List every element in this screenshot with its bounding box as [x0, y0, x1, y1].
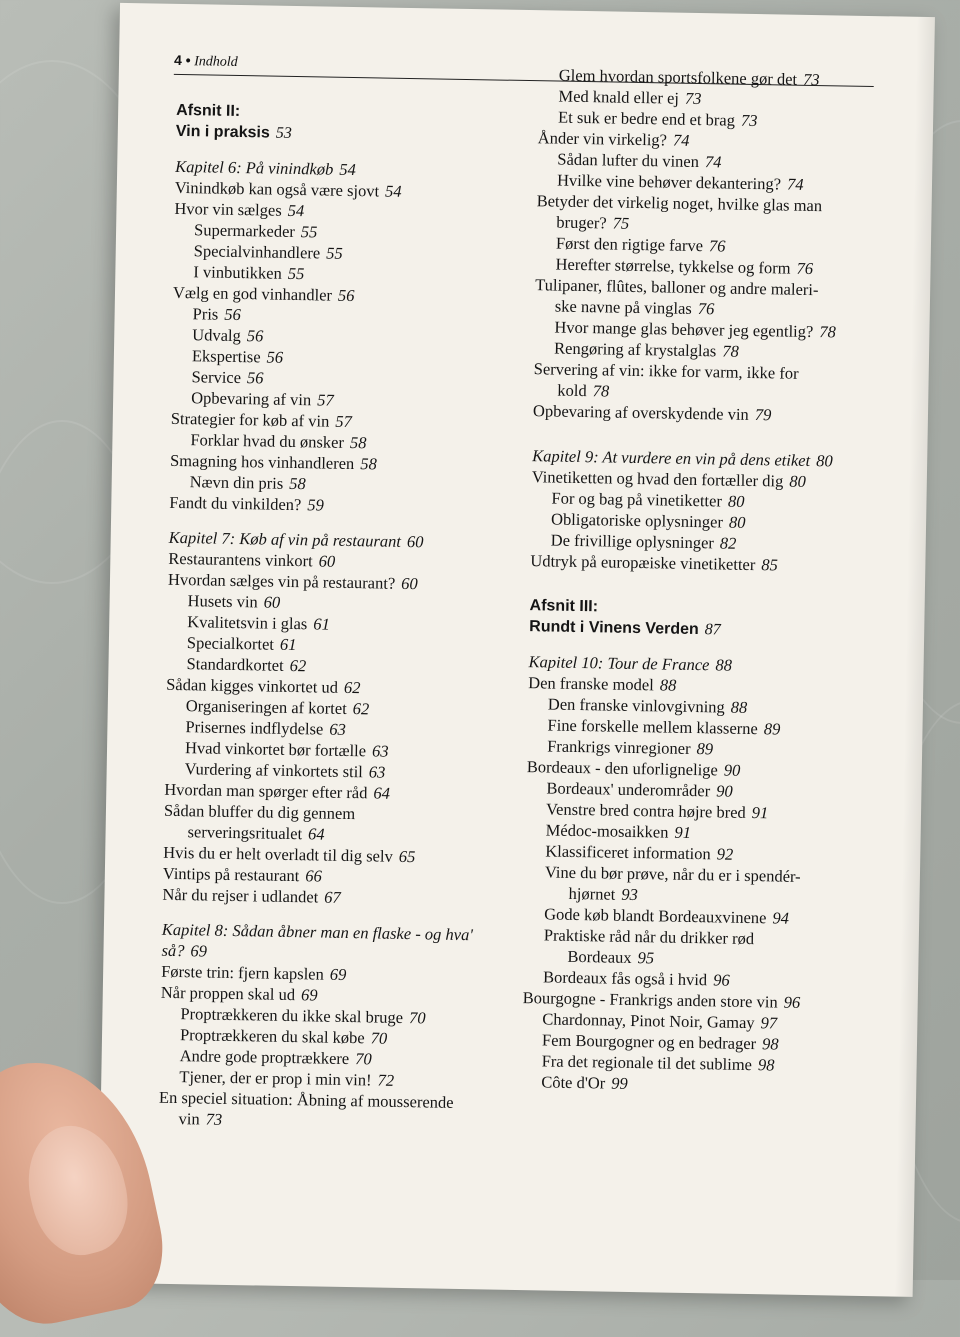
toc-subentry: Hvad vinkortet bør fortælle 63	[184, 738, 389, 761]
toc-subentry: Pris 56	[192, 304, 241, 325]
toc-entry: Fandt du vinkilden? 59	[169, 492, 324, 515]
toc-subentry: Opbevaring af vin 57	[191, 388, 334, 410]
toc-subentry: Klassificeret information 92	[545, 841, 734, 864]
toc-subentry: For og bag på vinetiketter 80	[551, 488, 745, 511]
toc-subentry: Først den rigtige farve 76	[555, 233, 726, 256]
toc-subentry: Den franske vinlovgivning 88	[547, 694, 748, 717]
toc-subentry: Tjener, der er prop i min vin! 72	[179, 1067, 395, 1090]
chapter-page: 60	[406, 531, 424, 552]
chapter-title: Kapitel 7: Køb af vin på restaurant	[168, 527, 402, 551]
chapter-title-continuation: så?	[161, 940, 185, 961]
toc-entry: Sådan kigges vinkortet ud 62	[166, 674, 361, 698]
toc-entry: Hvor vin sælges 54	[174, 198, 305, 221]
chapter-heading	[161, 919, 507, 967]
toc-subentry: Vurdering af vinkortets stil 63	[184, 759, 386, 782]
toc-entry: Betyder det virkelig noget, hvilke glas man	[536, 191, 823, 216]
toc-entry-continuation: Bordeaux 95	[567, 946, 655, 968]
toc-subentry: Et suk er bedre end et brag 73	[557, 107, 758, 131]
toc-entry-continuation: vin 73	[178, 1109, 223, 1129]
toc-entry-continuation: hjørnet 93	[568, 883, 638, 905]
toc-subentry: Specialkortet 61	[186, 633, 297, 655]
toc-subentry: Prisernes indflydelse 63	[185, 717, 347, 739]
toc-subentry: Gode køb blandt Bordeauxvinene 94	[544, 904, 790, 928]
toc-subentry: Udvalg 56	[192, 325, 264, 346]
toc-entry-continuation: ske navne på vinglas 76	[554, 296, 715, 319]
toc-subentry: Service 56	[191, 367, 264, 388]
toc-entry: Udtryk på europæiske vinetiketter 85	[530, 551, 779, 575]
toc-right-column	[521, 64, 899, 1098]
toc-entry: Hvis du er helt overladt til dig selv 65	[163, 842, 416, 867]
toc-list	[533, 64, 899, 427]
toc-subentry: Ekspertise 56	[191, 346, 284, 367]
toc-subentry: Proptrækkeren du ikke skal bruge 70	[180, 1004, 426, 1028]
toc-entry: Første trin: fjern kapslen 69	[161, 961, 347, 984]
toc-subentry: Kvalitetsvin i glas 61	[187, 612, 330, 634]
toc-entry: Opbevaring af overskydende vin 79	[532, 401, 772, 425]
chapter-page: 69	[190, 941, 208, 961]
chapter-title: Kapitel 8: Sådan åbner man en flaske - og hva'	[161, 919, 474, 945]
section-label: Afsnit III:	[529, 597, 599, 616]
toc-list	[521, 672, 888, 1098]
toc-entry: Når du rejser i udlandet 67	[162, 884, 341, 907]
toc-entry: Strategier for køb af vin 57	[170, 408, 352, 431]
toc-entry: Vælg en god vinhandler 56	[172, 282, 355, 306]
section-heading	[176, 100, 522, 148]
section-title: Vin i praksis	[175, 122, 270, 142]
toc-subentry: Rengøring af krystalglas 78	[553, 338, 739, 361]
toc-entry: Vinetiketten og hvad den fortæller dig 80	[531, 467, 806, 491]
toc-entry-continuation: serveringsritualet 64	[187, 822, 325, 844]
toc-entry: Servering af vin: ikke for varm, ikke for	[533, 359, 799, 383]
toc-subentry: Praktiske råd når du drikker rød	[543, 925, 755, 949]
toc-subentry: Herefter størrelse, tykkelse og form 76	[555, 254, 814, 279]
toc-subentry: Chardonnay, Pinot Noir, Gamay 97	[542, 1009, 778, 1033]
section-title: Rundt i Vinens Verden	[529, 618, 699, 639]
section-label: Afsnit II:	[176, 101, 241, 120]
toc-list	[169, 177, 520, 519]
toc-entry: En speciel situation: Åbning af mousserende	[158, 1087, 454, 1112]
toc-entry: Tulipaner, flûtes, balloner og andre maleri-	[535, 275, 819, 300]
header-title: Indhold	[193, 54, 238, 70]
toc-entry: Ånder vin virkelig? 74	[537, 128, 690, 150]
toc-subentry: Supermarkeder 55	[193, 220, 318, 242]
toc-entry: Når proppen skal ud 69	[160, 982, 318, 1005]
chapter-page: 80	[815, 451, 833, 471]
toc-subentry: Proptrækkeren du skal købe 70	[179, 1025, 388, 1048]
toc-subentry: Médoc-mosaikken 91	[545, 820, 692, 842]
toc-subentry: Med knald eller ej 73	[558, 86, 702, 109]
toc-subentry: Nævn din pris 58	[189, 472, 306, 494]
toc-subentry: Bordeaux' underområder 90	[546, 778, 733, 801]
chapter-title: Kapitel 9: At vurdere en vin på dens etiket	[532, 446, 811, 471]
toc-subentry: Hvilke vine behøver dekantering? 74	[556, 170, 804, 194]
toc-subentry: Standardkortet 62	[186, 654, 307, 676]
toc-entry: Hvordan sælges vin på restaurant? 60	[167, 569, 418, 594]
chapter-title: Kapitel 6: På vinindkøb	[175, 156, 334, 179]
header-page-number: 4 •	[173, 51, 191, 69]
chapter-title: Kapitel 10: Tour de France	[528, 652, 710, 675]
toc-subentry: Obligatoriske oplysninger 80	[550, 509, 746, 532]
toc-subentry: Vine du bør prøve, når du er i spendér-	[544, 862, 801, 886]
toc-entry: Hvordan man spørger efter råd 64	[164, 779, 391, 803]
chapter-page: 88	[715, 655, 733, 675]
toc-entry: Bordeaux - den uforlignelige 90	[526, 757, 741, 780]
toc-subentry: Hvor mange glas behøver jeg egentlig? 78	[554, 317, 836, 342]
toc-entry-continuation: bruger? 75	[556, 212, 630, 233]
toc-entry: Sådan bluffer du dig gennem	[163, 800, 356, 824]
toc-subentry: I vinbutikken 55	[193, 262, 305, 284]
toc-subentry: Venstre bred contra højre bred 91	[545, 799, 769, 823]
toc-subentry: Forklar hvad du ønsker 58	[190, 430, 367, 453]
toc-entry: Den franske model 88	[528, 673, 677, 695]
toc-subentry: Organiseringen af kortet 62	[185, 696, 370, 719]
section-page: 87	[704, 621, 721, 639]
section-page: 53	[275, 124, 292, 142]
toc-entry-continuation: kold 78	[557, 380, 610, 401]
toc-subentry: Fine forskelle mellem klasserne 89	[547, 715, 781, 739]
toc-subentry: Specialvinhandlere 55	[193, 241, 343, 263]
book-page	[98, 3, 935, 1297]
chapter-page: 54	[339, 159, 356, 180]
toc-subentry: Andre gode proptrækkere 70	[179, 1046, 372, 1069]
toc-subentry: De frivillige oplysninger 82	[550, 530, 737, 553]
toc-left-column	[158, 84, 521, 1135]
toc-list	[158, 961, 506, 1135]
toc-subentry: Côte d'Or 99	[541, 1072, 628, 1093]
toc-list	[530, 466, 892, 577]
toc-subentry: Bordeaux fås også i hvid 96	[542, 967, 730, 990]
toc-list	[162, 548, 513, 911]
section-heading	[529, 595, 890, 643]
toc-subentry: Sådan lufter du vinen 74	[557, 149, 722, 172]
toc-entry: Bourgogne - Frankrigs anden store vin 96	[522, 988, 801, 1012]
toc-entry: Vinindkøb kan også være sjovt 54	[174, 177, 402, 201]
toc-entry: Vintips på restaurant 66	[162, 863, 323, 886]
toc-entry: Smagning hos vinhandleren 58	[169, 450, 377, 474]
toc-subentry: Frankrigs vinregioner 89	[546, 736, 714, 759]
toc-subentry: Glem hvordan sportsfolkene gør det 73	[558, 65, 820, 90]
toc-subentry: Fra det regionale til det sublime 98	[541, 1051, 775, 1075]
toc-subentry: Husets vin 60	[187, 591, 281, 612]
toc-entry: Restaurantens vinkort 60	[168, 548, 336, 571]
toc-subentry: Fem Bourgogner og en bedrager 98	[541, 1030, 779, 1054]
